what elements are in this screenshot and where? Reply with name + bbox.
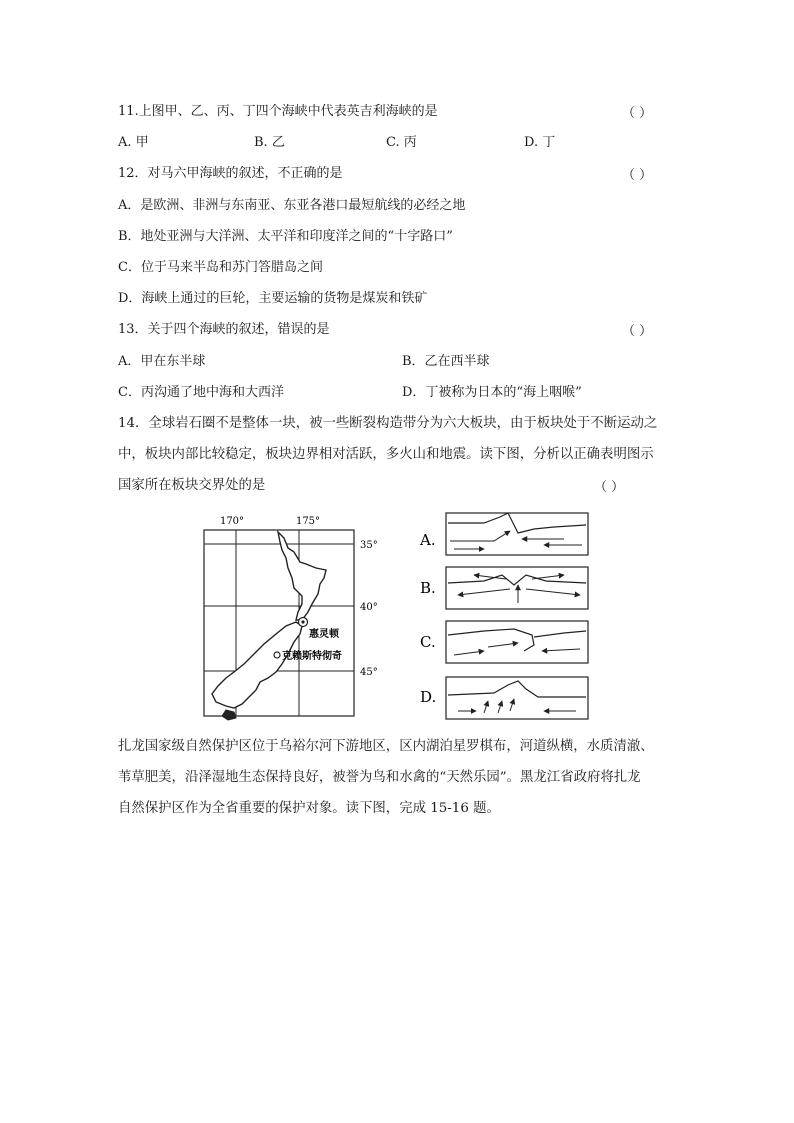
q13-option-c: C．丙沟通了地中海和大西洋 bbox=[118, 385, 284, 400]
q11-option-b: B. 乙 bbox=[254, 135, 285, 150]
passage-line-2: 苇草肥美，沿泽湿地生态保持良好，被誉为鸟和水禽的“天然乐园”。黑龙江省政府将扎龙 bbox=[118, 770, 641, 785]
diagram-b bbox=[446, 567, 588, 609]
q12-option-c: C．位于马来半岛和苏门答腊岛之间 bbox=[118, 260, 323, 275]
q14-stem-line-2: 中，板块内部比较稳定，板块边界相对活跃，多火山和地震。读下图，分析以正确表明图示 bbox=[118, 447, 654, 462]
q12-option-b: B．地处亚洲与大洋洲、太平洋和印度洋之间的“十字路口” bbox=[118, 229, 453, 244]
q13-option-a: A．甲在东半球 bbox=[118, 354, 206, 369]
plate-boundary-diagrams bbox=[414, 505, 604, 725]
q11-option-c: C. 丙 bbox=[386, 135, 417, 150]
christchurch-label: 克赖斯特彻奇 bbox=[282, 651, 342, 662]
lat-label-45: 45° bbox=[360, 667, 378, 678]
lat-label-40: 40° bbox=[360, 602, 378, 613]
q11-option-a: A. 甲 bbox=[118, 135, 149, 150]
diagram-c bbox=[446, 621, 588, 663]
q14-stem-line-1: 14．全球岩石圈不是整体一块，被一些断裂构造带分为六大板块，由于板块处于不断运动之 bbox=[118, 416, 658, 431]
q14-stem-line-3: 国家所在板块交界处的是 bbox=[118, 478, 266, 493]
diagram-a bbox=[446, 513, 588, 555]
passage-line-1: 扎龙国家级自然保护区位于乌裕尔河下游地区，区内湖泊星罗棋布，河道纵横，水质清澈、 bbox=[118, 739, 654, 754]
q12-option-d: D．海峡上通过的巨轮，主要运输的货物是煤炭和铁矿 bbox=[118, 291, 428, 306]
q13-stem: 13．关于四个海峡的叙述，错误的是 bbox=[118, 322, 330, 337]
q13-answer-paren: （ ） bbox=[622, 324, 653, 339]
q11-answer-paren: （ ） bbox=[622, 106, 653, 121]
wellington-marker-dot bbox=[301, 620, 304, 623]
diagram-d bbox=[446, 677, 588, 719]
q14-answer-paren: （ ） bbox=[594, 480, 625, 495]
north-island bbox=[278, 532, 326, 620]
q12-option-a: A．是欧洲、非洲与东南亚、东亚各港口最短航线的必经之地 bbox=[118, 198, 466, 213]
lon-label-170: 170° bbox=[219, 516, 245, 527]
q12-answer-paren: （ ） bbox=[622, 168, 653, 183]
diagram-label-a: A. bbox=[420, 531, 436, 549]
wellington-label: 惠灵顿 bbox=[309, 629, 339, 640]
diagram-label-c: C. bbox=[420, 633, 436, 651]
q13-option-b: B．乙在西半球 bbox=[402, 354, 490, 369]
q13-option-d: D．丁被称为日本的“海上咽喉” bbox=[402, 385, 582, 400]
diagram-label-b: B. bbox=[420, 579, 436, 597]
lat-label-35: 35° bbox=[360, 540, 378, 551]
south-island bbox=[212, 622, 302, 708]
christchurch-marker bbox=[274, 652, 280, 658]
q12-stem: 12．对马六甲海峡的叙述，不正确的是 bbox=[118, 166, 343, 181]
passage-line-3: 自然保护区作为全省重要的保护对象。读下图，完成 15-16 题。 bbox=[118, 801, 500, 816]
lon-label-175: 175° bbox=[295, 516, 321, 527]
new-zealand-map bbox=[196, 508, 386, 728]
q11-option-d: D. 丁 bbox=[524, 135, 556, 150]
q11-stem: 11.上图甲、乙、丙、丁四个海峡中代表英吉利海峡的是 bbox=[118, 104, 438, 119]
diagram-label-d: D. bbox=[420, 688, 437, 706]
stewart-island bbox=[222, 710, 236, 720]
